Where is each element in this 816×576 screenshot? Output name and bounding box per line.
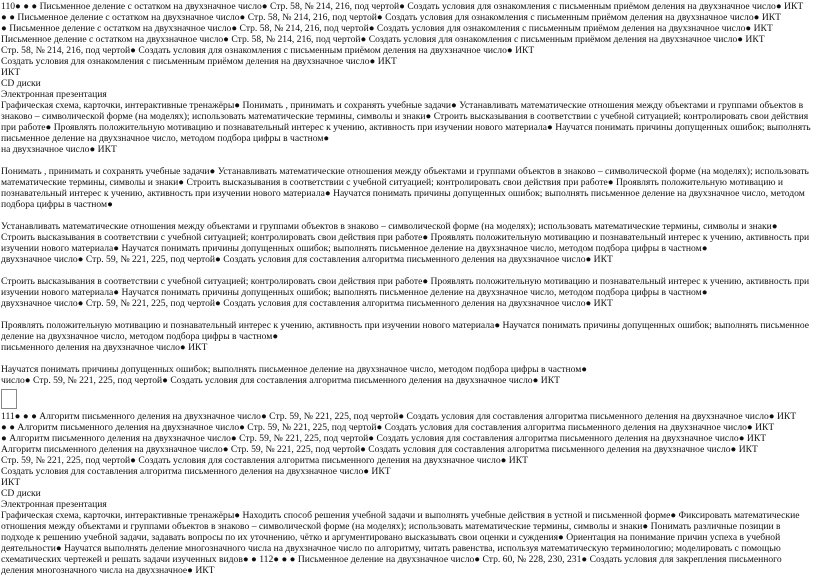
lesson-111-block <box>1 411 813 576</box>
paragraph: Строить высказывания в соответствии с учебной ситуацией; контролировать свои действия при работе● Проявлять положительную мотивацию и познавательный интерес к учению, активность при изучении нового материала● Научатся понимать причины допущенных ошибок; выполнять письменное деление на двухзначное число, методом подбора цифры в частном● <box>1 276 810 298</box>
text-line: Создать условия для составления алгоритма письменного деления на двухзначное число● ИКТ <box>1 466 391 477</box>
text-line: ИКТ <box>1 477 21 488</box>
text-line: число● Стр. 59, № 221, 225, под чертой● Создать условия для составления алгоритма письменного деления на двухзначное число● ИКТ <box>1 375 560 386</box>
paragraph: Понимать , принимать и сохранять учебные задачи● Устанавливать математические отношения между объектами и группами объектов в знаково – символической форме (на моделях); использовать математические термины, символы и знаки● Строить высказывания в соответствии с учебной ситуацией; контролировать свои действия при работе● Проявлять положительную мотивацию и познавательный интерес к учению, активность при изучении нового материала● Научатся понимать причины допущенных ошибок; выполнять письменное деление на двухзначное число, методом подбора цифры в частном● <box>1 166 809 210</box>
spacer <box>1 210 813 221</box>
text-line: на двухзначное число● ИКТ <box>1 144 117 155</box>
text-line: двухзначное число● Стр. 59, № 221, 225, под чертой● Создать условия для составления алгоритма письменного деления на двухзначное число● ИКТ <box>1 298 613 309</box>
lesson-110-continued-block <box>1 166 813 386</box>
lesson-110-block <box>1 1 813 155</box>
text-line: ● ● Письменное деление с остатком на двухзначное число● Стр. 58, № 214, 216, под чертой● Создать условия для ознакомления с письменным приёмом деления на двухзначное число● ИКТ <box>1 12 782 23</box>
text-line: письменного деления на двухзначное число● ИКТ <box>1 342 208 353</box>
text-line: ИКТ <box>1 67 21 78</box>
spacer <box>1 155 813 166</box>
text-line: Электронная презентация <box>1 499 107 510</box>
spacer <box>1 353 813 364</box>
spacer <box>1 265 813 276</box>
text-line: 111● ● ● Алгоритм письменного деления на двухзначное число● Стр. 59, № 221, 225, под чертой● Создать условия для составления алгоритма письменного деления на двухзначное число● ИКТ <box>1 411 797 422</box>
spacer <box>1 309 813 320</box>
paragraph: Графическая схема, карточки, интерактивные тренажёры● Понимать , принимать и сохранять учебные задачи● Устанавливать математические отношения между объектами и группами объектов в знаково – символической форме (на моделях); использовать математические термины, символы и знаки● Строить высказывания в соответствии с учебной ситуацией; контролировать свои действия при работе● Проявлять положительную мотивацию и познавательный интерес к учению, активность при изучении нового материала● Научатся понимать причины допущенных ошибок; выполнять письменное деление на двухзначное число, методом подбора цифры в частном● <box>1 100 811 144</box>
paragraph: Научатся понимать причины допущенных ошибок; выполнять письменное деление на двухзначное число, методом подбора цифры в частном● <box>1 364 588 375</box>
paragraph: Графическая схема, карточки, интерактивные тренажёры● Находить способ решения учебной задачи и выполнять учебные действия в устной и письменной форме● Фиксировать математические отношения между объектами и группами объектов в знаково – символической форме (на моделях); использовать математические термины, символы и знаки● Понимать различные позиции в подходе к решению учебной задачи, задавать вопросы по их уточнению, чётко и аргументировано высказывать свои оценки и суждения● Ориентация на понимание причин успеха в учебной деятельности● Научатся выполнять деление многозначного числа на двухзначное число по алгоритму, читать равенства, используя математическую терминологию; моделировать с помощью схематических чертежей и решать задачи изученных видов● ● 112● ● ● Письменное деление на двухзначное число● Стр. 60, № 228, 230, 231● Создать условия для закрепления письменного деления многозначного числа на двухзначное● ИКТ <box>1 510 800 576</box>
paragraph: Устанавливать математические отношения между объектами и группами объектов в знаково – символической форме (на моделях); использовать математические термины, символы и знаки● Строить высказывания в соответствии с учебной ситуацией; контролировать свои действия при работе● Проявлять положительную мотивацию и познавательный интерес к учению, активность при изучении нового материала● Научатся понимать причины допущенных ошибок; выполнять письменное деление на двухзначное число, методом подбора цифры в частном● <box>1 221 810 254</box>
text-line: 110● ● ● Письменное деление с остатком на двухзначное число● Стр. 58, № 214, 216, под чертой● Создать условия для ознакомления с письменным приёмом деления на двухзначное число● ИКТ <box>1 1 804 12</box>
text-line: Алгоритм письменного деления на двухзначное число● Стр. 59, № 221, 225, под чертой● Создать условия для составления алгоритма письменного деления на двухзначное число● ИКТ <box>1 444 758 455</box>
text-line: Письменное деление с остатком на двухзначное число● Стр. 58, № 214, 216, под чертой● Создать условия для ознакомления с письменным приёмом деления на двухзначное число● ИКТ <box>1 34 765 45</box>
text-line: ● ● Алгоритм письменного деления на двухзначное число● Стр. 59, № 221, 225, под чертой● Создать условия для составления алгоритма письменного деления на двухзначное число● ИКТ <box>1 422 775 433</box>
text-line: Стр. 58, № 214, 216, под чертой● Создать условия для ознакомления с письменным приёмом деления на двухзначное число● ИКТ <box>1 45 535 56</box>
text-line: ● Алгоритм письменного деления на двухзначное число● Стр. 59, № 221, 225, под чертой● Создать условия для составления алгоритма письменного деления на двухзначное число● ИКТ <box>1 433 767 444</box>
empty-cell-box <box>1 389 17 409</box>
text-line: Стр. 59, № 221, 225, под чертой● Создать условия для составления алгоритма письменного деления на двухзначное число● ИКТ <box>1 455 528 466</box>
text-line: ● Письменное деление с остатком на двухзначное число● Стр. 58, № 214, 216, под чертой● Создать условия для ознакомления с письменным приёмом деления на двухзначное число● ИКТ <box>1 23 773 34</box>
text-line: двухзначное число● Стр. 59, № 221, 225, под чертой● Создать условия для составления алгоритма письменного деления на двухзначное число● ИКТ <box>1 254 613 265</box>
paragraph: Проявлять положительную мотивацию и познавательный интерес к учению, активность при изучении нового материала● Научатся понимать причины допущенных ошибок; выполнять письменное деление на двухзначное число, методом подбора цифры в частном● <box>1 320 810 342</box>
text-line: Электронная презентация <box>1 89 107 100</box>
text-line: Создать условия для ознакомления с письменным приёмом деления на двухзначное число● ИКТ <box>1 56 397 67</box>
document-page <box>1 1 813 576</box>
text-line: CD диски <box>1 488 41 499</box>
text-line: CD диски <box>1 78 41 89</box>
